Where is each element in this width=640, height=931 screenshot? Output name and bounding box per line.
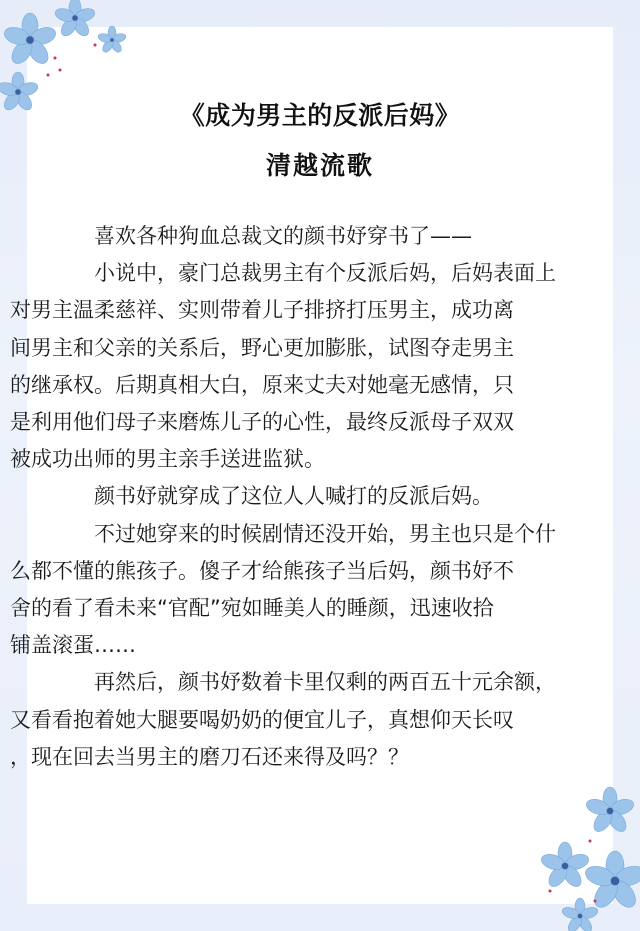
flower-decoration-bottom-right-icon xyxy=(520,771,640,931)
paragraph-1 xyxy=(52,218,592,255)
text-line: 么都不懂的熊孩子。傻子才给熊孩子当后妈，颜书妤不 xyxy=(10,558,514,583)
book-title: 《成为男主的反派后妈》 xyxy=(179,101,461,130)
paragraph-3 xyxy=(52,478,592,515)
paragraph-5 xyxy=(10,664,592,776)
text-line: 颜书妤就穿成了这位人人喊打的反派后妈。 xyxy=(94,484,493,509)
text-line: 间男主和父亲的关系后，野心更加膨胀，试图夺走男主 xyxy=(10,335,514,360)
text-line: 是利用他们母子来磨炼儿子的心性，最终反派母子双双 xyxy=(10,410,514,435)
text-line: 小说中，豪门总裁男主有个反派后妈，后妈表面上 xyxy=(94,261,556,286)
text-line: 不过她穿来的时候剧情还没开始，男主也只是个什 xyxy=(94,521,556,546)
paragraph-4 xyxy=(10,516,592,665)
text-line: ，现在回去当男主的磨刀石还来得及吗？？ xyxy=(10,744,409,769)
text-line: 的继承权。后期真相大白，原来丈夫对她毫无感情，只 xyxy=(10,372,514,397)
text-line: 喜欢各种狗血总裁文的颜书妤穿书了—— xyxy=(94,224,472,248)
text-line: 舍的看了看未来“官配”宛如睡美人的睡颜，迅速收拾 xyxy=(10,596,494,621)
text-line: 被成功出师的男主亲手送进监狱。 xyxy=(10,447,325,472)
author-name: 清越流歌 xyxy=(265,151,374,180)
text-line: 又看看抱着她大腿要喝奶奶的便宜儿子，真想仰天长叹 xyxy=(10,707,514,732)
text-line: 对男主温柔慈祥、实则带着儿子排挤打压男主，成功离 xyxy=(10,298,514,323)
synopsis-body xyxy=(10,218,592,776)
text-line: 铺盖滚蛋…… xyxy=(10,633,136,658)
text-line: 再然后，颜书妤数着卡里仅剩的两百五十元余额， xyxy=(94,670,556,695)
paragraph-2 xyxy=(10,255,592,478)
